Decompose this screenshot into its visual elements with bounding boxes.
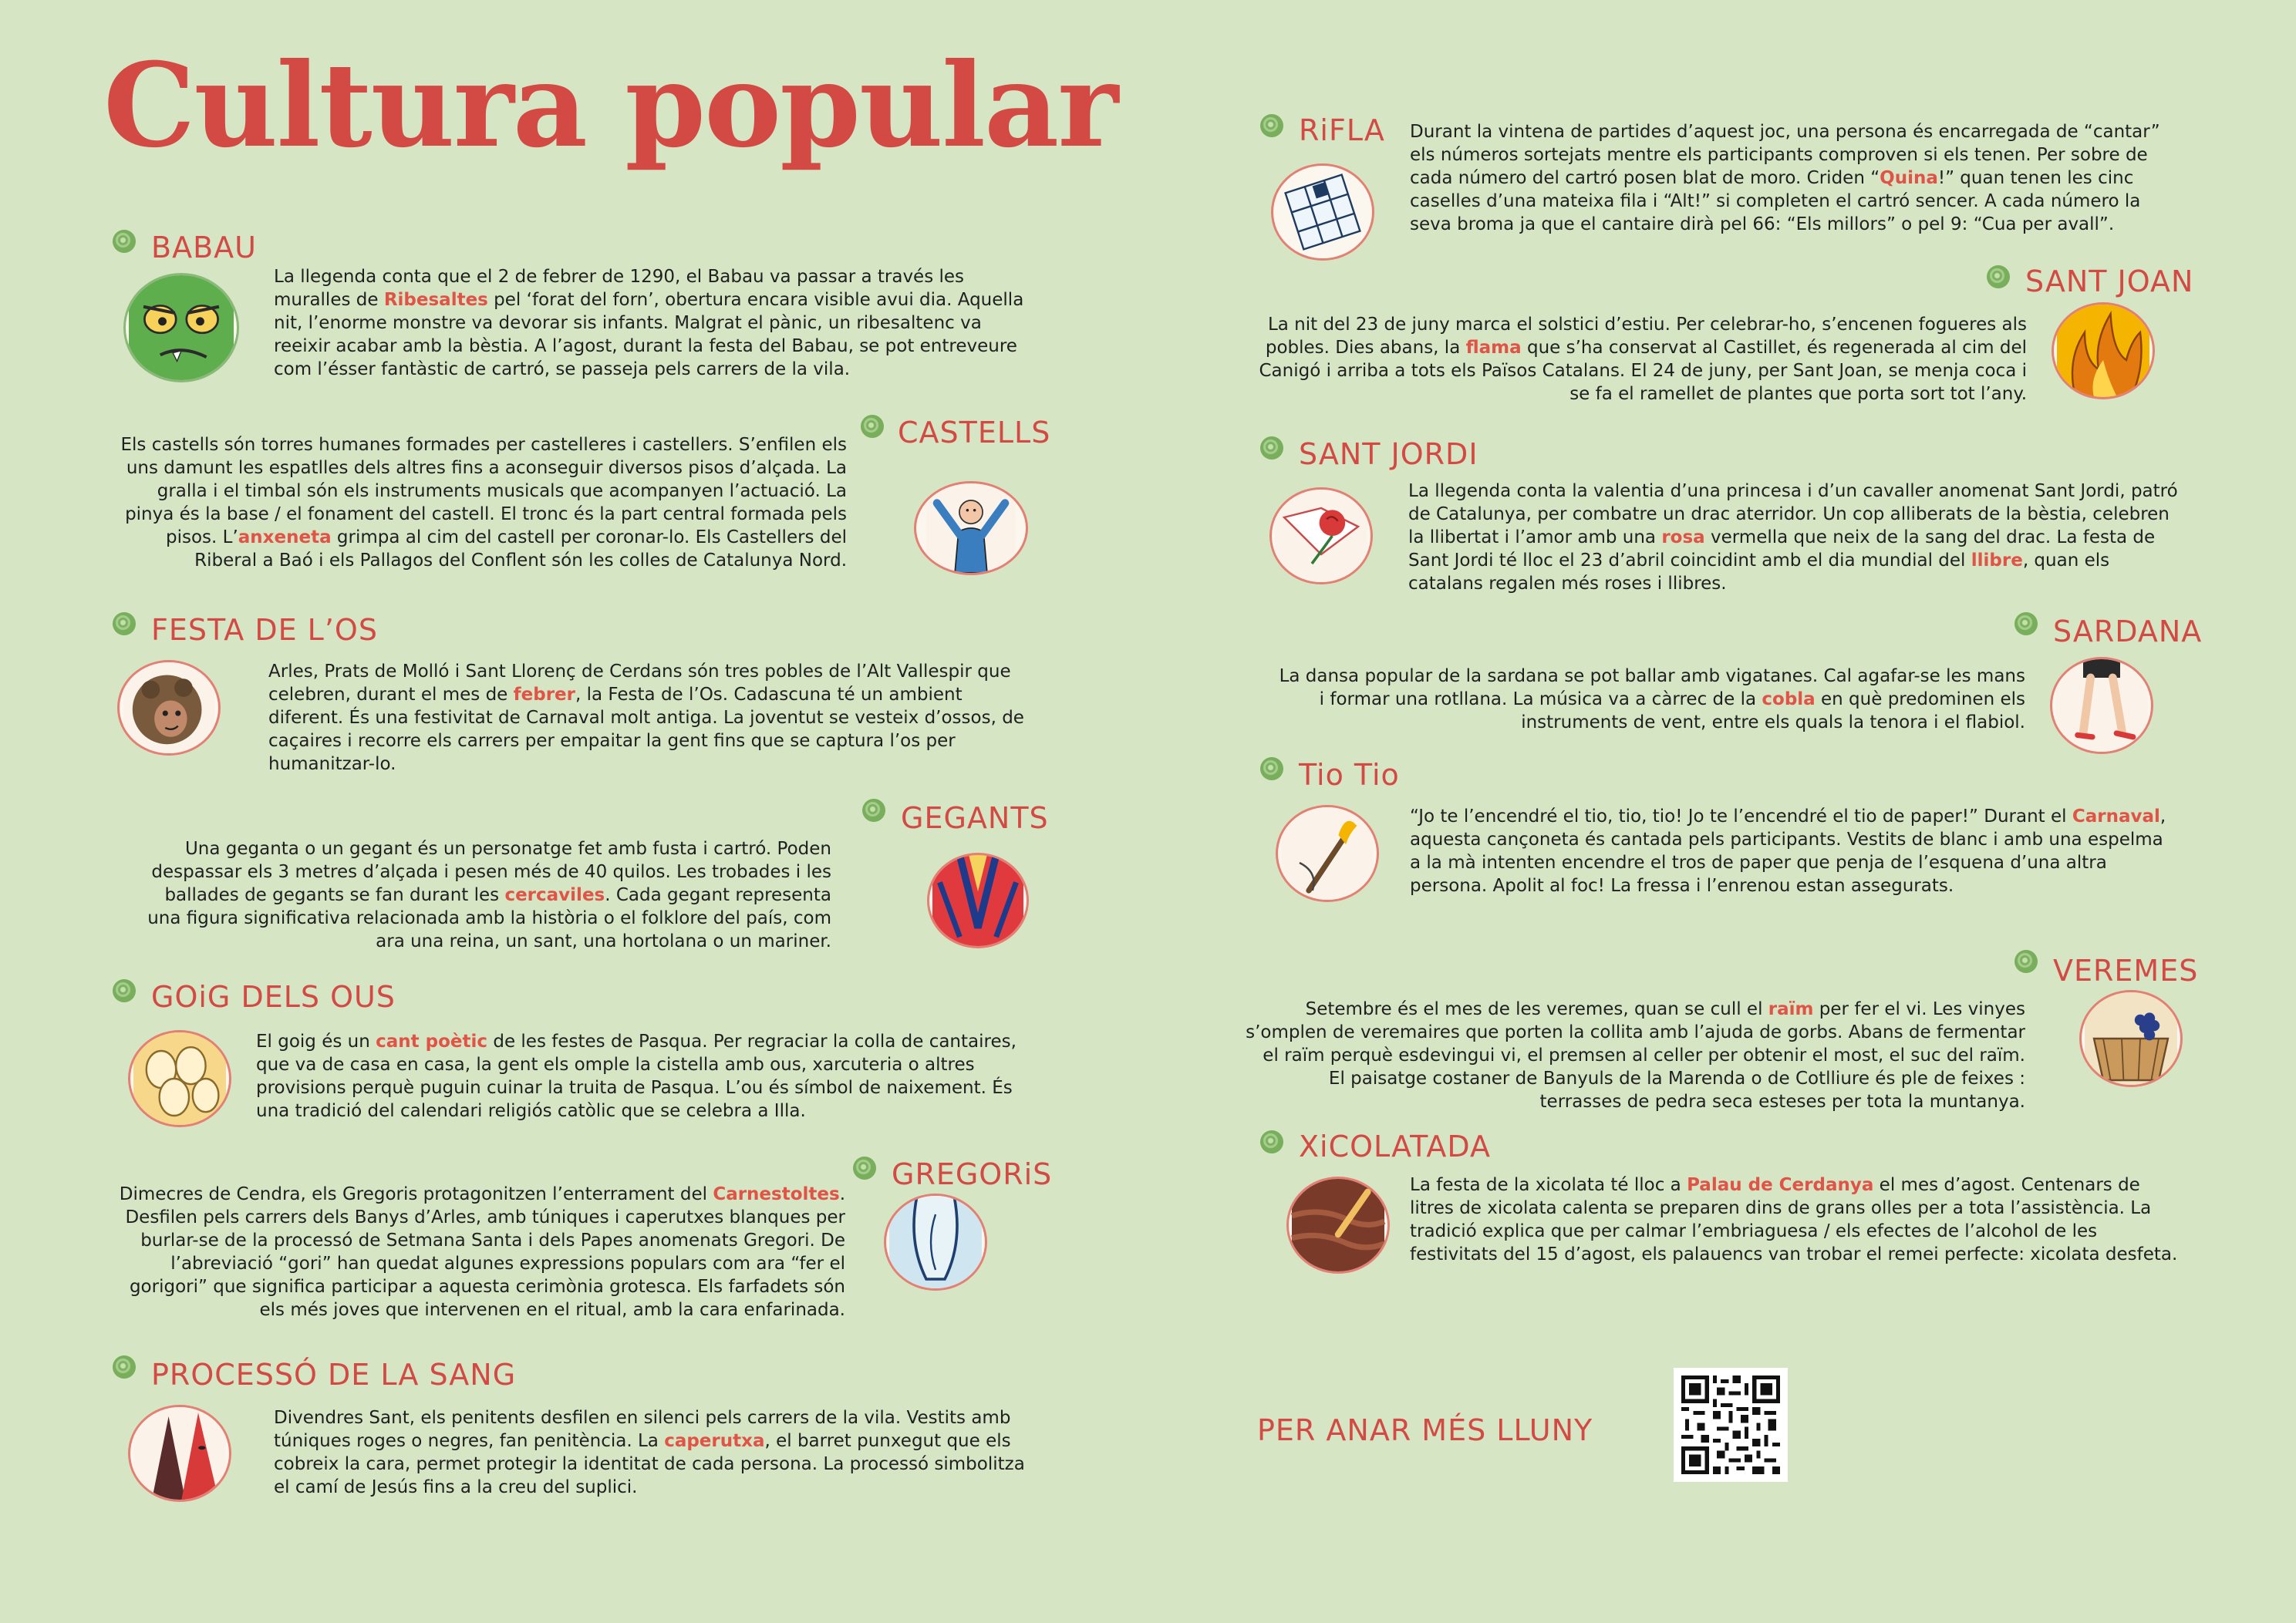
bullet-icon [1987, 265, 2010, 288]
bullet-icon [853, 1157, 876, 1180]
section-text-babau: La llegenda conta que el 2 de febrer de 1290, el Babau va passar a través les muralles de Ribesaltes pel ‘forat del forn’, obertura encara visible avui dia. Aquella nit, l’enorme monstre va devorar sis infants. Malgrat el pànic, un ribesaltenc va reeixir acabar amb la bèstia. A l’agost, durant la festa del Babau, se pot entreveure com l’ésser fantàstic de cartró, se passeja pels carrers de la vila. [274, 267, 1024, 379]
section-text-sardana: La dansa popular de la sardana se pot ballar amb vigatanes. Cal agafar-se les mans i formar una rotllana. La música va a càrrec de la cobla en què predominen els instruments de vent, entre els quals la tenora i el flabiol. [1279, 666, 2025, 732]
section-heading-sant-jordi: SANT JORDI [1299, 437, 1478, 471]
qr-code-icon[interactable] [1674, 1368, 1788, 1482]
section-text-sant-joan: La nit del 23 de juny marca el solstici d’estiu. Per celebrar-ho, s’encenen fogueres als pobles. Dies abans, la flama que s’ha conservat al Castillet, és regenerada al cim del Canigó i arriba a tots els Països Catalans. El 24 de juny, per Sant Joan, se menja coca i se fa el ramellet de plantes que porta sort tot l’any. [1259, 315, 2027, 404]
section-text-goig: El goig és un cant poètic de les festes de Pasqua. Per regraciar la colla de cantaires, que va de casa en casa, la gent els omple la cistella amb ous, xarcuteria o altres provisions perquè puguin cuinar la truita de Pasqua. L’ou és símbol de naixement. És una tradició del calendari religiós catòlic que se celebra a Illa. [256, 1032, 1017, 1121]
grape-basket-icon [2079, 990, 2183, 1087]
section-text-castells: Els castells són torres humanes formades per castelleres i castellers. S’enfilen els uns damunt les espatlles dels altres fins a aconseguir diversos pisos d’alçada. La gralla i el timbal són els instruments musicals que acompanyen l’actuació. La pinya és la base / el fonament del castell. El tronc és la part central formada pels pisos. L’anxeneta grimpa al cim del castell per coronar-lo. Els Castellers del Riberal a Baó i els Pallagos del Conflent són les colles de Catalunya Nord. [120, 435, 847, 571]
bullet-icon [1260, 1130, 1283, 1153]
section-heading-gregoris: GREGORiS [892, 1157, 1053, 1191]
section-text-rifla: Durant la vintena de partides d’aquest joc, una persona és encarregada de “cantar” els números sortejats mentre els participants comproven si els tenen. Per sobre de cada número del cartró posen blat de moro. Criden “Quina!” quan tenen les cinc caselles d’una mateixa fila i “Alt!” si completen el cartró sencer. A cada número la seva broma ja que el cantaire dirà pel 66: “Els millors” o pel 9: “Cua per avall”. [1410, 122, 2160, 234]
bullet-icon [113, 230, 136, 253]
bullet-icon [1260, 114, 1283, 137]
section-text-tio: “Jo te l’encendré el tio, tio, tio! Jo te l’encendré el tio de paper!” Durant el Carnaval, aquesta cançoneta és cantada pels participants. Vestits de blanc i amb una espelma a la mà intenten encendre el tros de paper que penja de l’esquena d’una altra persona. Apolit al foc! La fressa i l’enrenou estan assegurats. [1410, 806, 2166, 896]
page-title: Cultura popular [103, 38, 1118, 173]
section-text-gregoris: Dimecres de Cendra, els Gregoris protagonitzen l’enterrament del Carnestoltes. Desfilen pels carrers dels Banys d’Arles, amb túniques i caperutxes blanques per burlar-se de la processó de Setmana Santa i dels Papes anomenats Gregori. De l’abreviació “gori” han quedat algunes expressions populars com ara “fer el gorigori” que significa participar a aquesta cerimònia grotesca. Els farfadets són els més joves que intervenen en el ritual, amb la cara enfarinada. [119, 1184, 845, 1320]
bullet-icon [1260, 436, 1283, 460]
section-heading-gegants: GEGANTS [901, 801, 1049, 835]
section-text-xicolatada: La festa de la xicolata té lloc a Palau de Cerdanya el mes d’agost. Centenars de litres de xicolata calenta se preparen dins de grans olles per a tota l’assistència. La tradició explica que per calmar l’embriaguesa / els efectes de l’alcohol de les festivitats del 15 d’agost, els palauencs van trobar el remei perfecte: xicolata desfeta. [1410, 1175, 2178, 1264]
section-heading-veremes: VEREMES [2053, 954, 2199, 988]
section-heading-castells: CASTELLS [898, 416, 1051, 450]
section-text-sant-jordi: La llegenda conta la valentia d’una princesa i d’un cavaller anomenat Sant Jordi, patró de Catalunya, per combatre un drac aterridor. Un cop alliberats de la bèstia, celebren la llibertat i l’amor amb una rosa vermella que neix de la sang del drac. La festa de Sant Jordi té lloc el 23 d’abril coincidint amb el dia mundial del llibre, quan els catalans regalen més roses i llibres. [1408, 481, 2178, 594]
section-heading-processo: PROCESSÓ DE LA SANG [151, 1358, 517, 1392]
giant-figure-icon [927, 853, 1029, 948]
section-heading-babau: BABAU [151, 231, 257, 264]
human-tower-child-icon [914, 481, 1028, 575]
section-text-processo: Divendres Sant, els penitents desfilen en silenci pels carrers de la vila. Vestits amb túniques roges o negres, fan penitència. La caperutxa, el barret punxegut que els cobreix la cara, permet protegir la identitat de cada persona. La processó simbolitza el camí de Jesús fins a la creu del suplici. [274, 1408, 1025, 1497]
chocolate-cup-icon [1286, 1177, 1390, 1274]
bear-costume-icon [117, 660, 221, 756]
dancer-legs-icon [2050, 657, 2153, 754]
bullet-icon [862, 799, 885, 822]
bullet-icon [113, 1355, 136, 1379]
section-text-gegants: Una geganta o un gegant és un personatge fet amb fusta i cartró. Poden despassar els 3 metres d’alçada i pesen més de 40 quilos. Les trobades i les ballades de gegants se fan durant les cercaviles. Cada gegant representa una figura significativa relacionada amb la història o el folklore del país, com ara una reina, un sant, una hortolana o un mariner. [147, 839, 831, 951]
bullet-icon [2014, 612, 2038, 635]
bullet-icon [113, 979, 136, 1002]
section-heading-sant-joan: SANT JOAN [2025, 264, 2194, 298]
section-heading-goig: GOiG DELS OUS [151, 980, 396, 1014]
bingo-card-icon [1271, 163, 1374, 261]
bullet-icon [861, 415, 884, 438]
bullet-icon [2014, 950, 2038, 973]
section-heading-xicolatada: XiCOLATADA [1299, 1130, 1491, 1163]
flame-icon [2052, 302, 2155, 399]
section-heading-festa-os: FESTA DE L’OS [151, 613, 378, 647]
section-heading-rifla: RiFLA [1299, 113, 1385, 147]
red-hood-icon [128, 1405, 231, 1502]
burning-paper-icon [1276, 805, 1379, 902]
bullet-icon [113, 612, 136, 635]
section-text-veremes: Setembre és el mes de les veremes, quan se cull el raïm per fer el vi. Les vinyes s’omplen de veremaires que porten la collita amb l’ajuda de gorbs. Abans de fermentar el raïm perquè esdevingui vi, el premsen al celler per obtenir el most, el suc del raïm. El paisatge costaner de Banyuls de la Marenda o de Cotlliure és ple de feixes : terrasses de pedra seca esteses per tota la muntanya. [1246, 999, 2025, 1112]
rose-book-icon [1269, 487, 1373, 584]
more-info-heading: PER ANAR MÉS LLUNY [1257, 1413, 1593, 1447]
hooded-figure-icon [884, 1194, 987, 1291]
monster-head-icon [123, 273, 239, 382]
bullet-icon [1260, 757, 1283, 780]
section-text-festa-os: Arles, Prats de Molló i Sant Llorenç de Cerdans són tres pobles de l’Alt Vallespir que celebren, durant el mes de febrer, la Festa de l’Os. Cadascuna té un ambient diferent. És una festivitat de Carnaval molt antiga. La joventut se vesteix d’ossos, de caçaires i recorre els carrers per empaitar la gent fins que se captura l’os per humanitzar-lo. [268, 662, 1024, 774]
egg-basket-icon [128, 1030, 231, 1127]
section-heading-tio: Tio Tio [1299, 758, 1400, 792]
section-heading-sardana: SARDANA [2053, 615, 2203, 648]
